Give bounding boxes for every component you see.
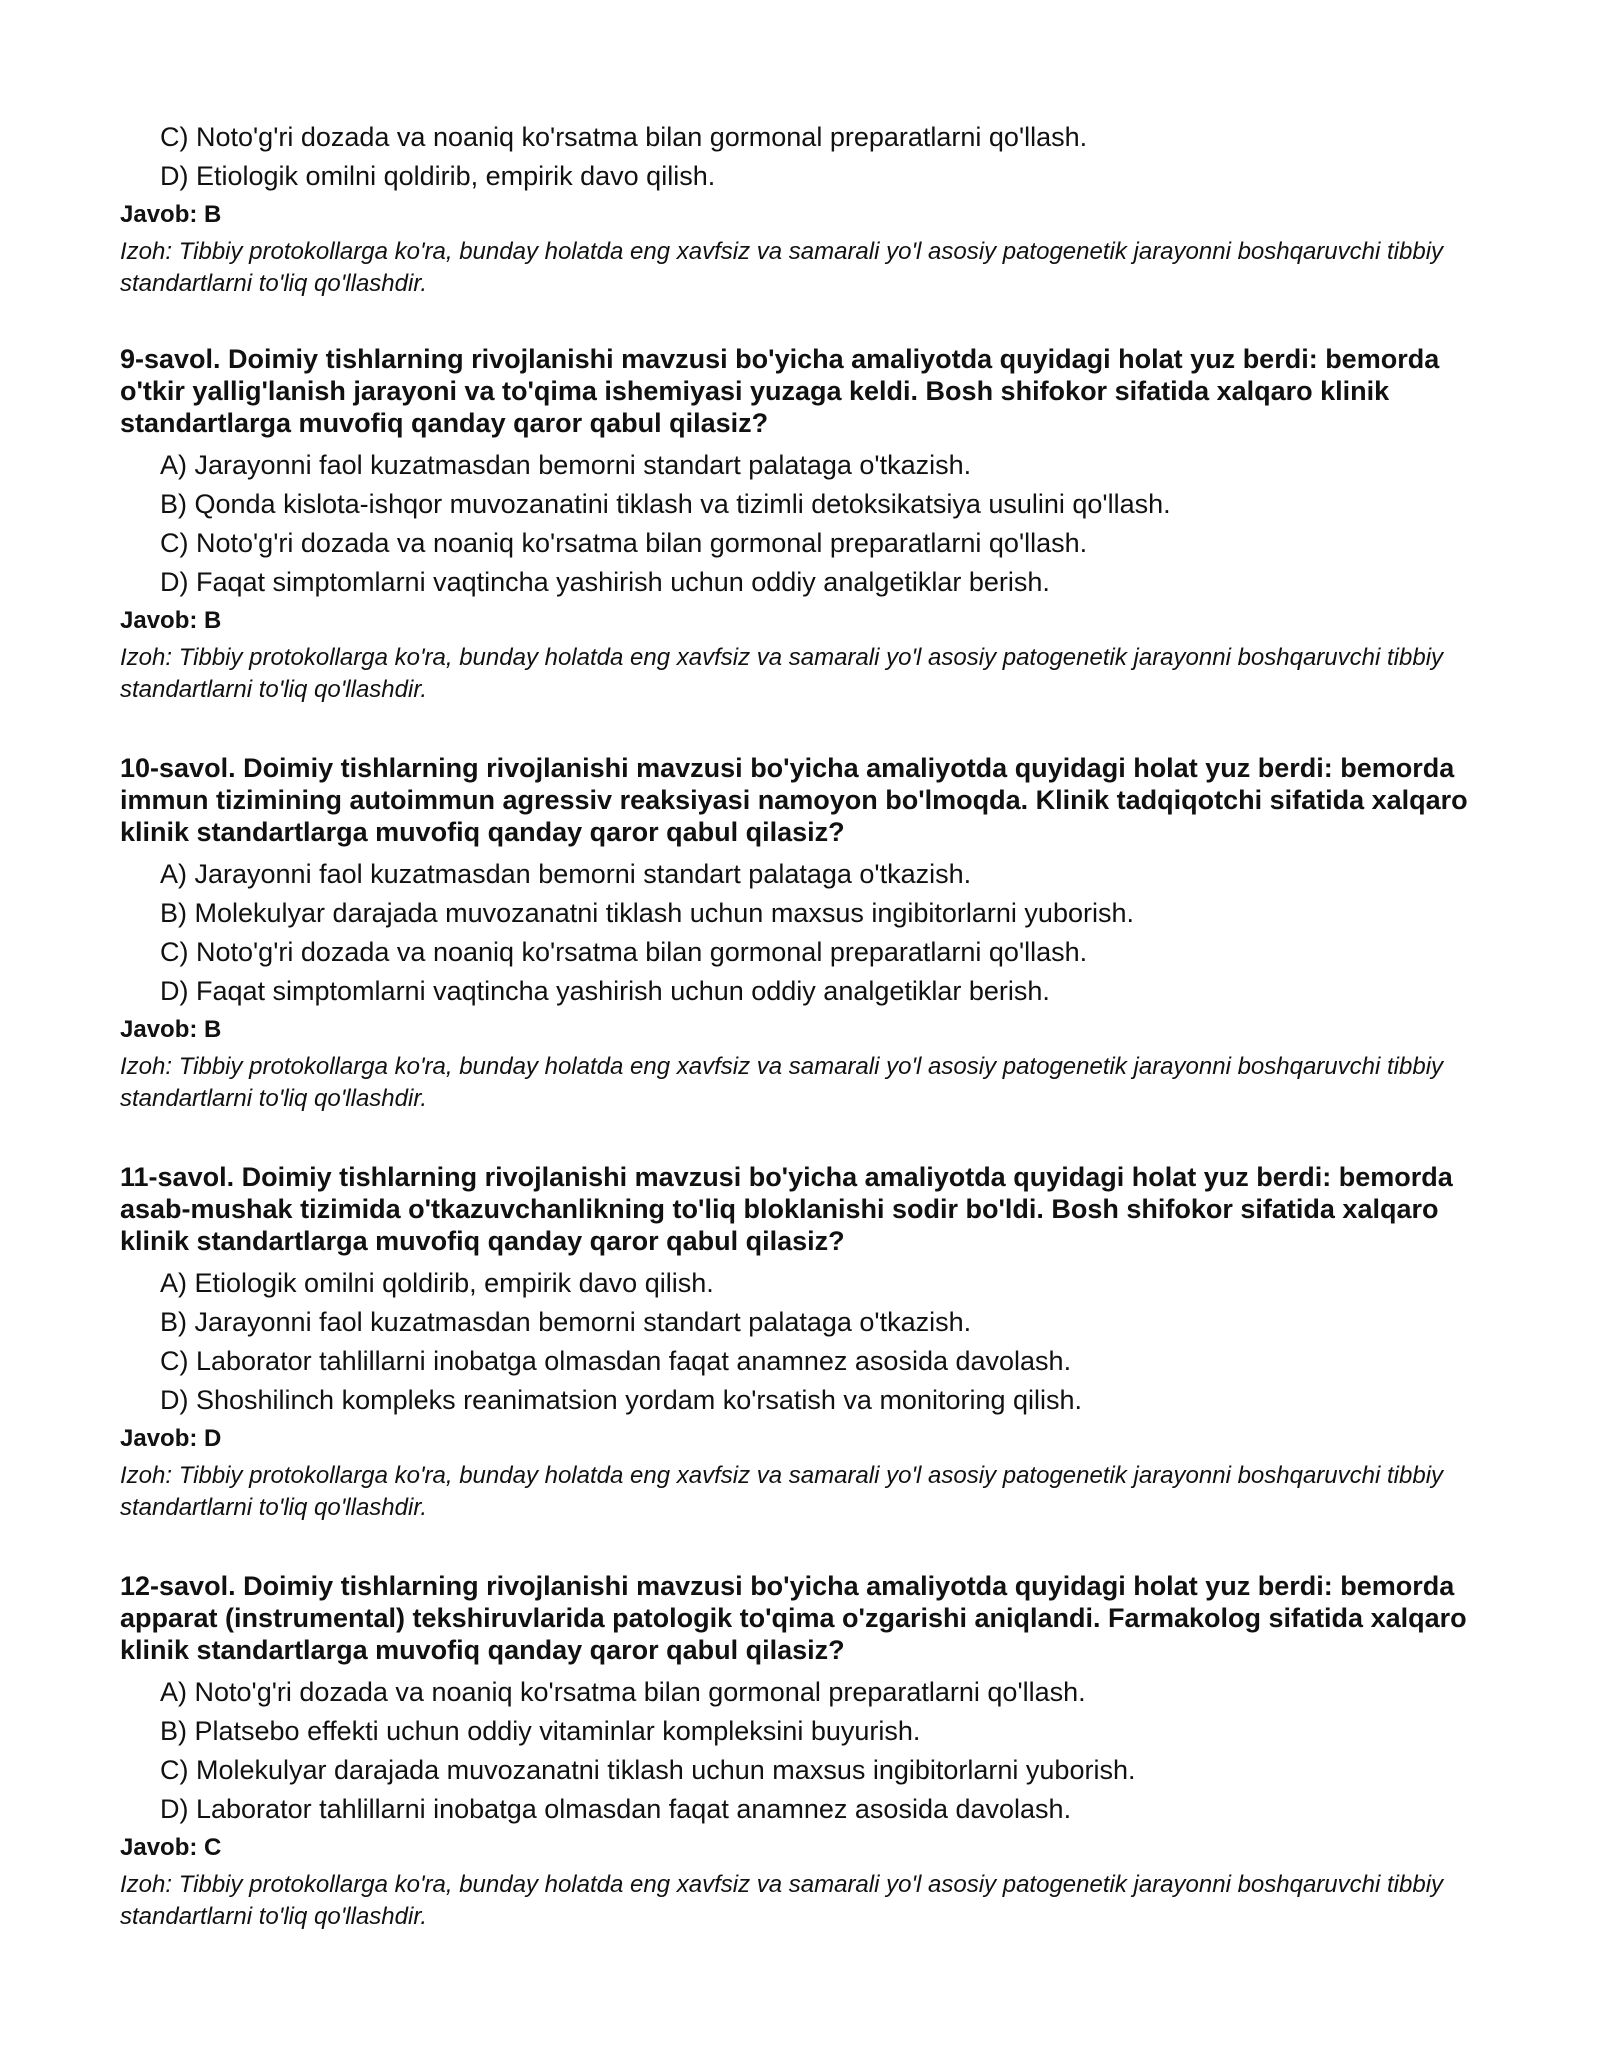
option-c: C) Noto'g'ri dozada va noaniq ko'rsatma bilan gormonal preparatlarni qo'llash. <box>160 937 1088 967</box>
option-d: D) Shoshilinch kompleks reanimatsion yordam ko'rsatish va monitoring qilish. <box>160 1385 1083 1415</box>
question-11 <box>120 1161 1500 1524</box>
answer-label: Javob: B <box>120 201 222 228</box>
option-d: D) Laborator tahlillarni inobatga olmasdan faqat anamnez asosida davolash. <box>160 1794 1072 1824</box>
option-c: C) Noto'g'ri dozada va noaniq ko'rsatma bilan gormonal preparatlarni qo'llash. <box>160 122 1088 152</box>
option-b: B) Molekulyar darajada muvozanatni tiklash uchun maxsus ingibitorlarni yuborish. <box>160 898 1134 928</box>
option-b: B) Qonda kislota-ishqor muvozanatini tiklash va tizimli detoksikatsiya usulini qo'llash. <box>160 489 1171 519</box>
option-a: A) Noto'g'ri dozada va noaniq ko'rsatma bilan gormonal preparatlarni qo'llash. <box>160 1677 1086 1707</box>
question-text: 9-savol. Doimiy tishlarning rivojlanishi mavzusi bo'yicha amaliyotda quyidagi holat yuz berdi: bemorda o'tkir yallig'lanish jarayoni va to'qima ishemiyasi yuzaga keldi. Bosh shifokor sifatida xalqaro klinik standartlarga muvofiq qanday qaror qabul qilasiz? <box>120 344 1440 438</box>
option-a: A) Etiologik omilni qoldirib, empirik davo qilish. <box>160 1268 714 1298</box>
question-text: 10-savol. Doimiy tishlarning rivojlanishi mavzusi bo'yicha amaliyotda quyidagi holat yuz berdi: bemorda immun tizimining autoimmun agressiv reaksiyasi namoyon bo'lmoqda. Klinik tadqiqotchi sifatida xalqaro klinik standartlarga muvofiq qanday qaror qabul qilasiz? <box>120 753 1468 847</box>
answer-label: Javob: D <box>120 1425 222 1452</box>
answer-label: Javob: B <box>120 1016 222 1043</box>
explanation-note: Izoh: Tibbiy protokollarga ko'ra, bunday holatda eng xavfsiz va samarali yo'l asosiy patogenetik jarayonni boshqaruvchi tibbiy standartlarni to'liq qo'llashdir. <box>120 1871 1444 1930</box>
option-d: D) Faqat simptomlarni vaqtincha yashirish uchun oddiy analgetiklar berish. <box>160 976 1050 1006</box>
question-text: 11-savol. Doimiy tishlarning rivojlanishi mavzusi bo'yicha amaliyotda quyidagi holat yuz berdi: bemorda asab-mushak tizimida o'tkazuvchanlikning to'liq bloklanishi sodir bo'ldi. Bosh shifokor sifatida xalqaro klinik standartlarga muvofiq qanday qaror qabul qilasiz? <box>120 1162 1453 1256</box>
option-d: D) Etiologik omilni qoldirib, empirik davo qilish. <box>160 161 716 191</box>
question-9 <box>120 343 1500 706</box>
option-b: B) Jarayonni faol kuzatmasdan bemorni standart palataga o'tkazish. <box>160 1307 972 1337</box>
option-a: A) Jarayonni faol kuzatmasdan bemorni standart palataga o'tkazish. <box>160 450 972 480</box>
explanation-note: Izoh: Tibbiy protokollarga ko'ra, bunday holatda eng xavfsiz va samarali yo'l asosiy patogenetik jarayonni boshqaruvchi tibbiy standartlarni to'liq qo'llashdir. <box>120 1462 1444 1521</box>
question-text: 12-savol. Doimiy tishlarning rivojlanishi mavzusi bo'yicha amaliyotda quyidagi holat yuz berdi: bemorda apparat (instrumental) tekshiruvlarida patologik to'qima o'zgarishi aniqlandi. Farmakolog sifatida xalqaro klinik standartlarga muvofiq qanday qaror qabul qilasiz? <box>120 1571 1467 1665</box>
option-b: B) Platsebo effekti uchun oddiy vitaminlar kompleksini buyurish. <box>160 1716 921 1746</box>
explanation-note: Izoh: Tibbiy protokollarga ko'ra, bunday holatda eng xavfsiz va samarali yo'l asosiy patogenetik jarayonni boshqaruvchi tibbiy standartlarni to'liq qo'llashdir. <box>120 644 1444 703</box>
explanation-note: Izoh: Tibbiy protokollarga ko'ra, bunday holatda eng xavfsiz va samarali yo'l asosiy patogenetik jarayonni boshqaruvchi tibbiy standartlarni to'liq qo'llashdir. <box>120 238 1444 297</box>
question-8-continuation <box>120 118 1500 300</box>
answer-label: Javob: C <box>120 1834 222 1861</box>
option-c: C) Molekulyar darajada muvozanatni tiklash uchun maxsus ingibitorlarni yuborish. <box>160 1755 1136 1785</box>
option-c: C) Laborator tahlillarni inobatga olmasdan faqat anamnez asosida davolash. <box>160 1346 1072 1376</box>
question-12 <box>120 1570 1500 1933</box>
answer-label: Javob: B <box>120 607 222 634</box>
question-10 <box>120 752 1500 1115</box>
option-a: A) Jarayonni faol kuzatmasdan bemorni standart palataga o'tkazish. <box>160 859 972 889</box>
explanation-note: Izoh: Tibbiy protokollarga ko'ra, bunday holatda eng xavfsiz va samarali yo'l asosiy patogenetik jarayonni boshqaruvchi tibbiy standartlarni to'liq qo'llashdir. <box>120 1053 1444 1112</box>
option-c: C) Noto'g'ri dozada va noaniq ko'rsatma bilan gormonal preparatlarni qo'llash. <box>160 528 1088 558</box>
option-d: D) Faqat simptomlarni vaqtincha yashirish uchun oddiy analgetiklar berish. <box>160 567 1050 597</box>
